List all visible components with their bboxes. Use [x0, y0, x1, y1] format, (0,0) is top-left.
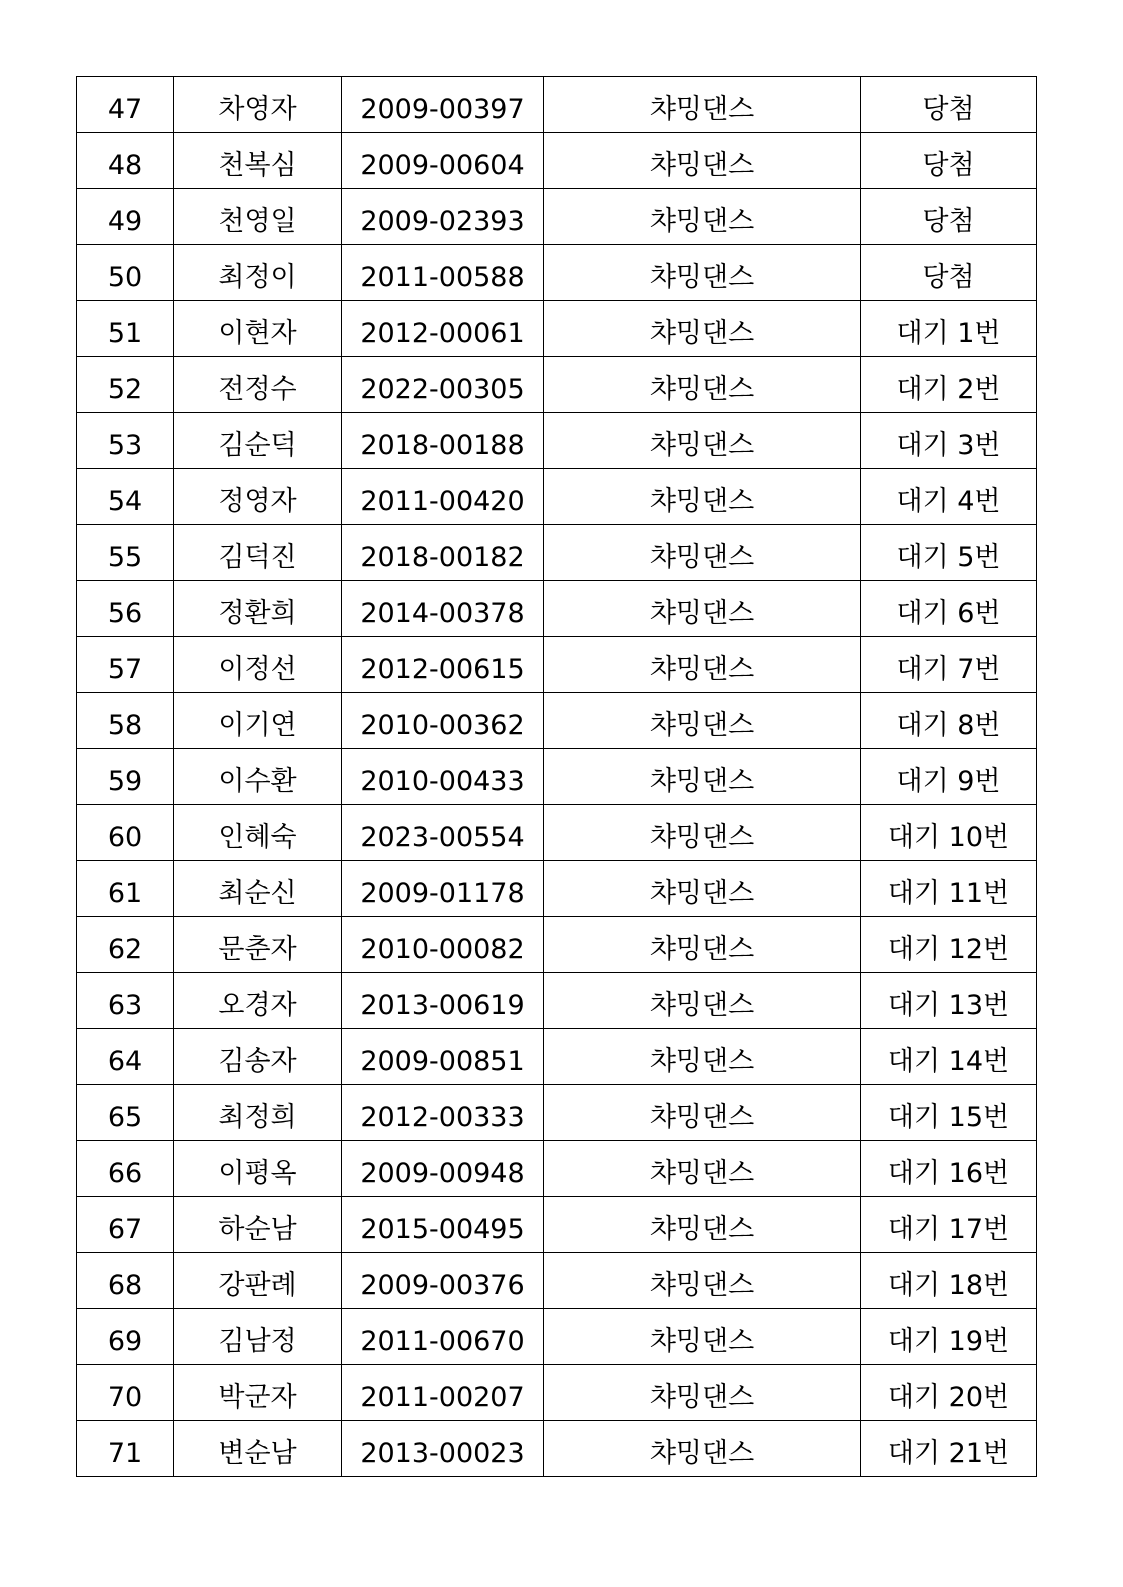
table-row: [77, 1309, 1037, 1365]
member-id-cell-text: 2011-00420: [360, 486, 525, 517]
result-status-cell: [861, 413, 1037, 469]
member-name-cell: [174, 1309, 342, 1365]
member-id-cell-text: 2009-00948: [360, 1158, 525, 1189]
member-name-cell: [174, 1197, 342, 1253]
row-number-cell-text: 66: [107, 1158, 143, 1189]
member-name-cell: [174, 525, 342, 581]
row-number-cell-text: 67: [107, 1214, 143, 1245]
member-name-cell-text: 인혜숙: [218, 822, 297, 853]
table-row: [77, 1197, 1037, 1253]
row-number-cell-text: 61: [107, 878, 143, 909]
row-number-cell: [77, 1029, 174, 1085]
program-name-cell-text: 챠밍댄스: [649, 1382, 755, 1413]
program-name-cell: [544, 469, 861, 525]
member-id-cell: [342, 805, 544, 861]
member-name-cell-text: 김순덕: [218, 430, 297, 461]
result-status-cell-text: 대기 13번: [887, 990, 1010, 1021]
member-id-cell-text: 2013-00619: [360, 990, 525, 1021]
row-number-cell: [77, 245, 174, 301]
member-id-cell-text: 2010-00362: [360, 710, 525, 741]
result-status-cell: [861, 749, 1037, 805]
member-id-cell: [342, 1365, 544, 1421]
member-id-cell: [342, 1197, 544, 1253]
table-row: [77, 525, 1037, 581]
result-status-cell: [861, 917, 1037, 973]
program-name-cell-text: 챠밍댄스: [649, 486, 755, 517]
program-name-cell-text: 챠밍댄스: [649, 598, 755, 629]
row-number-cell: [77, 917, 174, 973]
program-name-cell-text: 챠밍댄스: [649, 878, 755, 909]
row-number-cell-text: 63: [107, 990, 143, 1021]
member-name-cell: [174, 245, 342, 301]
table-row: [77, 77, 1037, 133]
result-status-cell-text: 당첨: [922, 150, 975, 181]
member-id-cell: [342, 77, 544, 133]
member-name-cell-text: 정환희: [218, 598, 297, 629]
result-status-cell-text: 대기 19번: [887, 1326, 1010, 1357]
member-id-cell-text: 2023-00554: [360, 822, 525, 853]
row-number-cell-text: 57: [107, 654, 143, 685]
result-status-cell-text: 대기 4번: [896, 486, 1001, 517]
row-number-cell: [77, 525, 174, 581]
program-name-cell-text: 챠밍댄스: [649, 1102, 755, 1133]
member-id-cell-text: 2009-00376: [360, 1270, 525, 1301]
member-id-cell-text: 2013-00023: [360, 1438, 525, 1469]
member-id-cell: [342, 1309, 544, 1365]
row-number-cell-text: 58: [107, 710, 143, 741]
table-row: [77, 357, 1037, 413]
member-id-cell: [342, 189, 544, 245]
member-id-cell: [342, 861, 544, 917]
program-name-cell-text: 챠밍댄스: [649, 1270, 755, 1301]
member-name-cell-text: 하순남: [218, 1214, 297, 1245]
result-status-cell-text: 대기 6번: [896, 598, 1001, 629]
row-number-cell-text: 69: [107, 1326, 143, 1357]
member-name-cell: [174, 1253, 342, 1309]
result-status-cell: [861, 805, 1037, 861]
table-row: [77, 861, 1037, 917]
result-status-cell: [861, 1309, 1037, 1365]
program-name-cell-text: 챠밍댄스: [649, 206, 755, 237]
lottery-result-table: [76, 76, 1037, 1477]
table-row: [77, 973, 1037, 1029]
result-status-cell: [861, 973, 1037, 1029]
member-name-cell: [174, 973, 342, 1029]
member-id-cell: [342, 917, 544, 973]
result-status-cell: [861, 469, 1037, 525]
member-id-cell: [342, 1253, 544, 1309]
member-name-cell-text: 이수환: [218, 766, 297, 797]
program-name-cell: [544, 413, 861, 469]
table-row: [77, 749, 1037, 805]
member-id-cell-text: 2022-00305: [360, 374, 525, 405]
program-name-cell: [544, 1421, 861, 1477]
program-name-cell: [544, 189, 861, 245]
member-id-cell-text: 2009-00397: [360, 94, 525, 125]
program-name-cell: [544, 693, 861, 749]
member-id-cell: [342, 245, 544, 301]
table-row: [77, 469, 1037, 525]
table-row: [77, 1253, 1037, 1309]
member-id-cell: [342, 1029, 544, 1085]
program-name-cell: [544, 861, 861, 917]
result-status-cell: [861, 189, 1037, 245]
table-row: [77, 917, 1037, 973]
program-name-cell: [544, 973, 861, 1029]
table-row: [77, 637, 1037, 693]
row-number-cell: [77, 749, 174, 805]
member-id-cell-text: 2010-00082: [360, 934, 525, 965]
result-status-cell-text: 대기 1번: [896, 318, 1001, 349]
row-number-cell: [77, 1309, 174, 1365]
program-name-cell-text: 챠밍댄스: [649, 934, 755, 965]
row-number-cell-text: 71: [107, 1438, 143, 1469]
member-name-cell: [174, 301, 342, 357]
member-name-cell-text: 정영자: [218, 486, 297, 517]
member-id-cell: [342, 133, 544, 189]
table-row: [77, 301, 1037, 357]
program-name-cell: [544, 357, 861, 413]
result-status-cell-text: 대기 17번: [887, 1214, 1010, 1245]
member-name-cell: [174, 861, 342, 917]
member-name-cell: [174, 581, 342, 637]
member-id-cell: [342, 693, 544, 749]
table-row: [77, 805, 1037, 861]
result-status-cell: [861, 357, 1037, 413]
member-id-cell: [342, 469, 544, 525]
member-name-cell-text: 최순신: [218, 878, 297, 909]
program-name-cell: [544, 245, 861, 301]
table-row: [77, 1029, 1037, 1085]
table-row: [77, 1141, 1037, 1197]
result-status-cell-text: 당첨: [922, 206, 975, 237]
member-name-cell: [174, 749, 342, 805]
program-name-cell-text: 챠밍댄스: [649, 318, 755, 349]
row-number-cell-text: 54: [107, 486, 143, 517]
member-id-cell: [342, 581, 544, 637]
program-name-cell-text: 챠밍댄스: [649, 990, 755, 1021]
member-id-cell: [342, 1085, 544, 1141]
result-status-cell-text: 대기 11번: [887, 878, 1010, 909]
result-status-cell: [861, 133, 1037, 189]
result-status-cell-text: 대기 15번: [887, 1102, 1010, 1133]
member-name-cell-text: 김남정: [218, 1326, 297, 1357]
member-name-cell-text: 최정희: [218, 1102, 297, 1133]
row-number-cell: [77, 805, 174, 861]
member-id-cell-text: 2012-00061: [360, 318, 525, 349]
row-number-cell: [77, 301, 174, 357]
member-name-cell: [174, 1421, 342, 1477]
member-id-cell: [342, 525, 544, 581]
row-number-cell: [77, 637, 174, 693]
result-status-cell: [861, 1421, 1037, 1477]
result-status-cell-text: 대기 10번: [887, 822, 1010, 853]
member-name-cell-text: 박군자: [218, 1382, 297, 1413]
row-number-cell-text: 60: [107, 822, 143, 853]
program-name-cell: [544, 525, 861, 581]
program-name-cell-text: 챠밍댄스: [649, 654, 755, 685]
program-name-cell-text: 챠밍댄스: [649, 542, 755, 573]
result-status-cell-text: 대기 5번: [896, 542, 1001, 573]
result-status-cell: [861, 77, 1037, 133]
member-name-cell-text: 이기연: [218, 710, 297, 741]
member-name-cell-text: 최정이: [218, 262, 297, 293]
member-id-cell-text: 2011-00207: [360, 1382, 525, 1413]
table-row: [77, 245, 1037, 301]
result-status-cell: [861, 1029, 1037, 1085]
row-number-cell: [77, 1197, 174, 1253]
result-status-cell: [861, 525, 1037, 581]
member-id-cell: [342, 1421, 544, 1477]
member-id-cell-text: 2018-00188: [360, 430, 525, 461]
result-status-cell: [861, 693, 1037, 749]
member-id-cell: [342, 1141, 544, 1197]
row-number-cell: [77, 1253, 174, 1309]
program-name-cell-text: 챠밍댄스: [649, 1438, 755, 1469]
program-name-cell: [544, 749, 861, 805]
program-name-cell-text: 챠밍댄스: [649, 1214, 755, 1245]
member-name-cell: [174, 1365, 342, 1421]
member-name-cell-text: 변순남: [218, 1438, 297, 1469]
row-number-cell: [77, 77, 174, 133]
program-name-cell: [544, 917, 861, 973]
program-name-cell-text: 챠밍댄스: [649, 1326, 755, 1357]
program-name-cell: [544, 1141, 861, 1197]
table-row: [77, 133, 1037, 189]
program-name-cell-text: 챠밍댄스: [649, 262, 755, 293]
table-row: [77, 1365, 1037, 1421]
program-name-cell: [544, 1365, 861, 1421]
result-status-cell-text: 대기 3번: [896, 430, 1001, 461]
member-name-cell-text: 김송자: [218, 1046, 297, 1077]
program-name-cell: [544, 805, 861, 861]
member-name-cell-text: 전정수: [218, 374, 297, 405]
member-id-cell-text: 2010-00433: [360, 766, 525, 797]
member-name-cell: [174, 469, 342, 525]
result-status-cell-text: 당첨: [922, 262, 975, 293]
result-status-cell-text: 대기 16번: [887, 1158, 1010, 1189]
member-id-cell-text: 2012-00615: [360, 654, 525, 685]
result-status-cell: [861, 1197, 1037, 1253]
table-row: [77, 1085, 1037, 1141]
member-id-cell: [342, 973, 544, 1029]
result-status-cell-text: 대기 8번: [896, 710, 1001, 741]
member-id-cell-text: 2018-00182: [360, 542, 525, 573]
program-name-cell-text: 챠밍댄스: [649, 1158, 755, 1189]
member-id-cell: [342, 301, 544, 357]
member-name-cell-text: 이현자: [218, 318, 297, 349]
member-name-cell-text: 오경자: [218, 990, 297, 1021]
member-name-cell-text: 문춘자: [218, 934, 297, 965]
result-status-cell: [861, 301, 1037, 357]
result-status-cell-text: 대기 14번: [887, 1046, 1010, 1077]
row-number-cell-text: 62: [107, 934, 143, 965]
row-number-cell: [77, 973, 174, 1029]
member-id-cell-text: 2011-00670: [360, 1326, 525, 1357]
result-status-cell-text: 대기 2번: [896, 374, 1001, 405]
row-number-cell: [77, 693, 174, 749]
row-number-cell-text: 53: [107, 430, 143, 461]
result-status-cell-text: 대기 18번: [887, 1270, 1010, 1301]
program-name-cell: [544, 133, 861, 189]
program-name-cell-text: 챠밍댄스: [649, 430, 755, 461]
row-number-cell: [77, 469, 174, 525]
member-id-cell-text: 2009-01178: [360, 878, 525, 909]
member-id-cell: [342, 637, 544, 693]
row-number-cell: [77, 1141, 174, 1197]
member-name-cell: [174, 1085, 342, 1141]
row-number-cell-text: 51: [107, 318, 143, 349]
result-status-cell-text: 당첨: [922, 94, 975, 125]
program-name-cell: [544, 1029, 861, 1085]
member-id-cell: [342, 749, 544, 805]
row-number-cell: [77, 861, 174, 917]
row-number-cell-text: 50: [107, 262, 143, 293]
row-number-cell: [77, 1365, 174, 1421]
row-number-cell-text: 47: [107, 94, 143, 125]
result-status-cell: [861, 1365, 1037, 1421]
table-row: [77, 581, 1037, 637]
result-status-cell: [861, 1141, 1037, 1197]
table-row: [77, 693, 1037, 749]
program-name-cell: [544, 637, 861, 693]
member-name-cell: [174, 357, 342, 413]
program-name-cell: [544, 77, 861, 133]
program-name-cell: [544, 1253, 861, 1309]
result-status-cell-text: 대기 9번: [896, 766, 1001, 797]
member-id-cell-text: 2012-00333: [360, 1102, 525, 1133]
row-number-cell-text: 48: [107, 150, 143, 181]
result-status-cell: [861, 245, 1037, 301]
row-number-cell: [77, 133, 174, 189]
member-name-cell-text: 이평옥: [218, 1158, 297, 1189]
member-name-cell-text: 김덕진: [218, 542, 297, 573]
row-number-cell-text: 68: [107, 1270, 143, 1301]
row-number-cell-text: 64: [107, 1046, 143, 1077]
member-name-cell: [174, 189, 342, 245]
program-name-cell-text: 챠밍댄스: [649, 766, 755, 797]
result-status-cell-text: 대기 21번: [887, 1438, 1010, 1469]
row-number-cell-text: 49: [107, 206, 143, 237]
member-name-cell-text: 천복심: [218, 150, 297, 181]
member-id-cell: [342, 357, 544, 413]
program-name-cell-text: 챠밍댄스: [649, 710, 755, 741]
row-number-cell-text: 56: [107, 598, 143, 629]
result-status-cell: [861, 581, 1037, 637]
row-number-cell: [77, 1085, 174, 1141]
program-name-cell: [544, 301, 861, 357]
program-name-cell-text: 챠밍댄스: [649, 822, 755, 853]
row-number-cell-text: 55: [107, 542, 143, 573]
member-name-cell: [174, 77, 342, 133]
row-number-cell: [77, 357, 174, 413]
member-name-cell: [174, 1029, 342, 1085]
program-name-cell-text: 챠밍댄스: [649, 94, 755, 125]
member-id-cell-text: 2009-02393: [360, 206, 525, 237]
row-number-cell: [77, 581, 174, 637]
result-status-cell-text: 대기 20번: [887, 1382, 1010, 1413]
member-name-cell: [174, 805, 342, 861]
row-number-cell: [77, 413, 174, 469]
member-name-cell: [174, 693, 342, 749]
program-name-cell: [544, 1309, 861, 1365]
result-status-cell: [861, 1253, 1037, 1309]
member-name-cell-text: 천영일: [218, 206, 297, 237]
result-status-cell: [861, 637, 1037, 693]
result-status-cell-text: 대기 12번: [887, 934, 1010, 965]
member-name-cell: [174, 413, 342, 469]
member-id-cell-text: 2009-00851: [360, 1046, 525, 1077]
row-number-cell-text: 65: [107, 1102, 143, 1133]
program-name-cell-text: 챠밍댄스: [649, 150, 755, 181]
row-number-cell-text: 59: [107, 766, 143, 797]
program-name-cell: [544, 1085, 861, 1141]
table-row: [77, 1421, 1037, 1477]
member-name-cell-text: 이정선: [218, 654, 297, 685]
member-id-cell-text: 2011-00588: [360, 262, 525, 293]
program-name-cell: [544, 1197, 861, 1253]
table-row: [77, 189, 1037, 245]
member-name-cell-text: 강판례: [218, 1270, 297, 1301]
member-name-cell: [174, 133, 342, 189]
result-status-cell: [861, 861, 1037, 917]
result-status-cell: [861, 1085, 1037, 1141]
member-id-cell: [342, 413, 544, 469]
program-name-cell-text: 챠밍댄스: [649, 374, 755, 405]
member-name-cell: [174, 1141, 342, 1197]
row-number-cell-text: 70: [107, 1382, 143, 1413]
program-name-cell: [544, 581, 861, 637]
member-name-cell-text: 차영자: [218, 94, 297, 125]
member-id-cell-text: 2009-00604: [360, 150, 525, 181]
member-id-cell-text: 2014-00378: [360, 598, 525, 629]
member-id-cell-text: 2015-00495: [360, 1214, 525, 1245]
member-name-cell: [174, 917, 342, 973]
row-number-cell-text: 52: [107, 374, 143, 405]
row-number-cell: [77, 189, 174, 245]
table-row: [77, 413, 1037, 469]
program-name-cell-text: 챠밍댄스: [649, 1046, 755, 1077]
row-number-cell: [77, 1421, 174, 1477]
result-status-cell-text: 대기 7번: [896, 654, 1001, 685]
table-body: [77, 77, 1037, 1477]
member-name-cell: [174, 637, 342, 693]
